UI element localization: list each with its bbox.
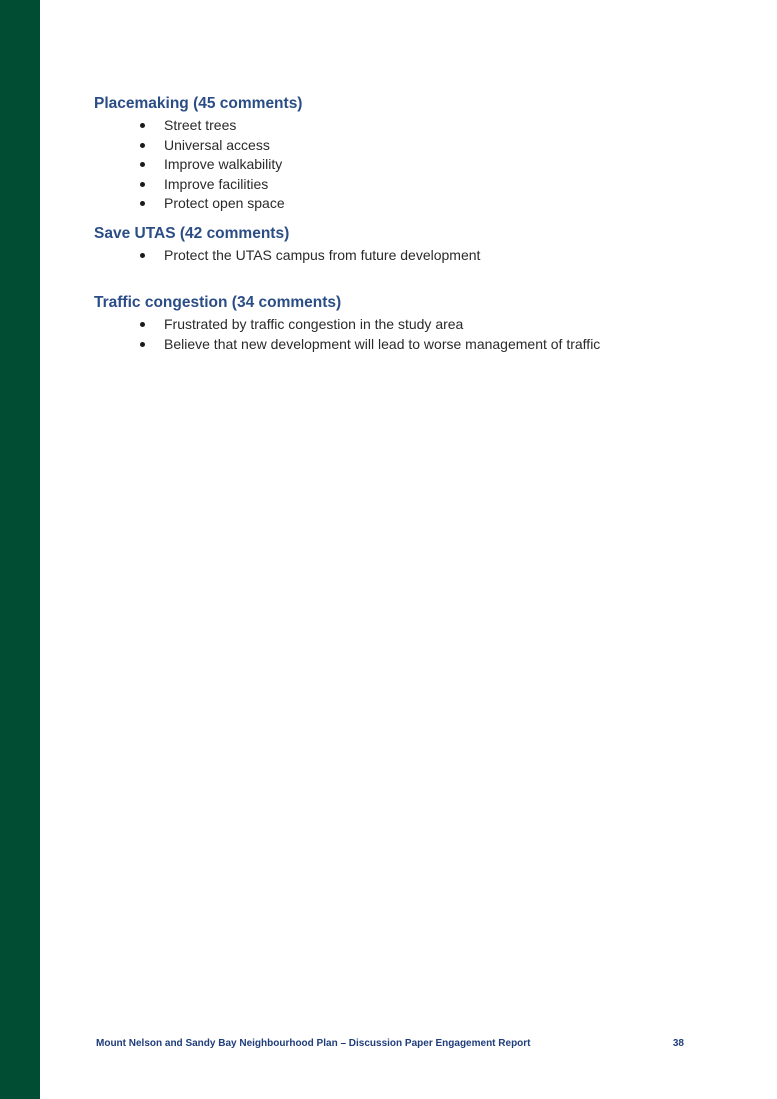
section-heading: Traffic congestion (34 comments) <box>94 294 342 311</box>
page-number: 38 <box>672 1038 684 1049</box>
section-heading: Placemaking (45 comments) <box>94 95 303 112</box>
list-item <box>138 335 714 355</box>
bullet-icon <box>140 322 145 327</box>
bullet-list <box>94 116 714 214</box>
side-color-band <box>0 0 40 1099</box>
bullet-icon <box>140 162 145 167</box>
list-item <box>138 315 714 335</box>
list-item <box>138 194 714 214</box>
bullet-icon <box>140 182 145 187</box>
list-item <box>138 136 714 156</box>
section-save-utas <box>94 224 714 266</box>
footer-report-title: Mount Nelson and Sandy Bay Neighbourhood Plan – Discussion Paper Engagement Report <box>96 1038 531 1049</box>
bullet-icon <box>140 123 145 128</box>
list-item-text: Universal access <box>164 136 270 153</box>
list-item-text: Protect the UTAS campus from future development <box>164 246 481 263</box>
list-item-text: Protect open space <box>164 195 285 211</box>
list-item-text: Frustrated by traffic congestion in the study area <box>164 316 464 332</box>
bullet-icon <box>140 143 145 148</box>
bullet-icon <box>140 253 145 258</box>
list-item <box>138 246 714 266</box>
page-content <box>94 94 714 354</box>
bullet-list <box>94 315 714 354</box>
list-item-text: Believe that new development will lead to worse management of traffic <box>164 335 601 352</box>
list-item <box>138 116 714 136</box>
list-item-text: Street trees <box>164 117 237 133</box>
bullet-icon <box>140 201 145 206</box>
section-placemaking <box>94 94 714 214</box>
bullet-icon <box>140 342 145 347</box>
section-heading: Save UTAS (42 comments) <box>94 224 290 242</box>
list-item-text: Improve facilities <box>164 175 269 192</box>
list-item-text: Improve walkability <box>164 156 283 172</box>
list-item <box>138 175 714 195</box>
section-traffic-congestion <box>94 293 714 354</box>
bullet-list <box>94 246 714 266</box>
list-item <box>138 155 714 175</box>
